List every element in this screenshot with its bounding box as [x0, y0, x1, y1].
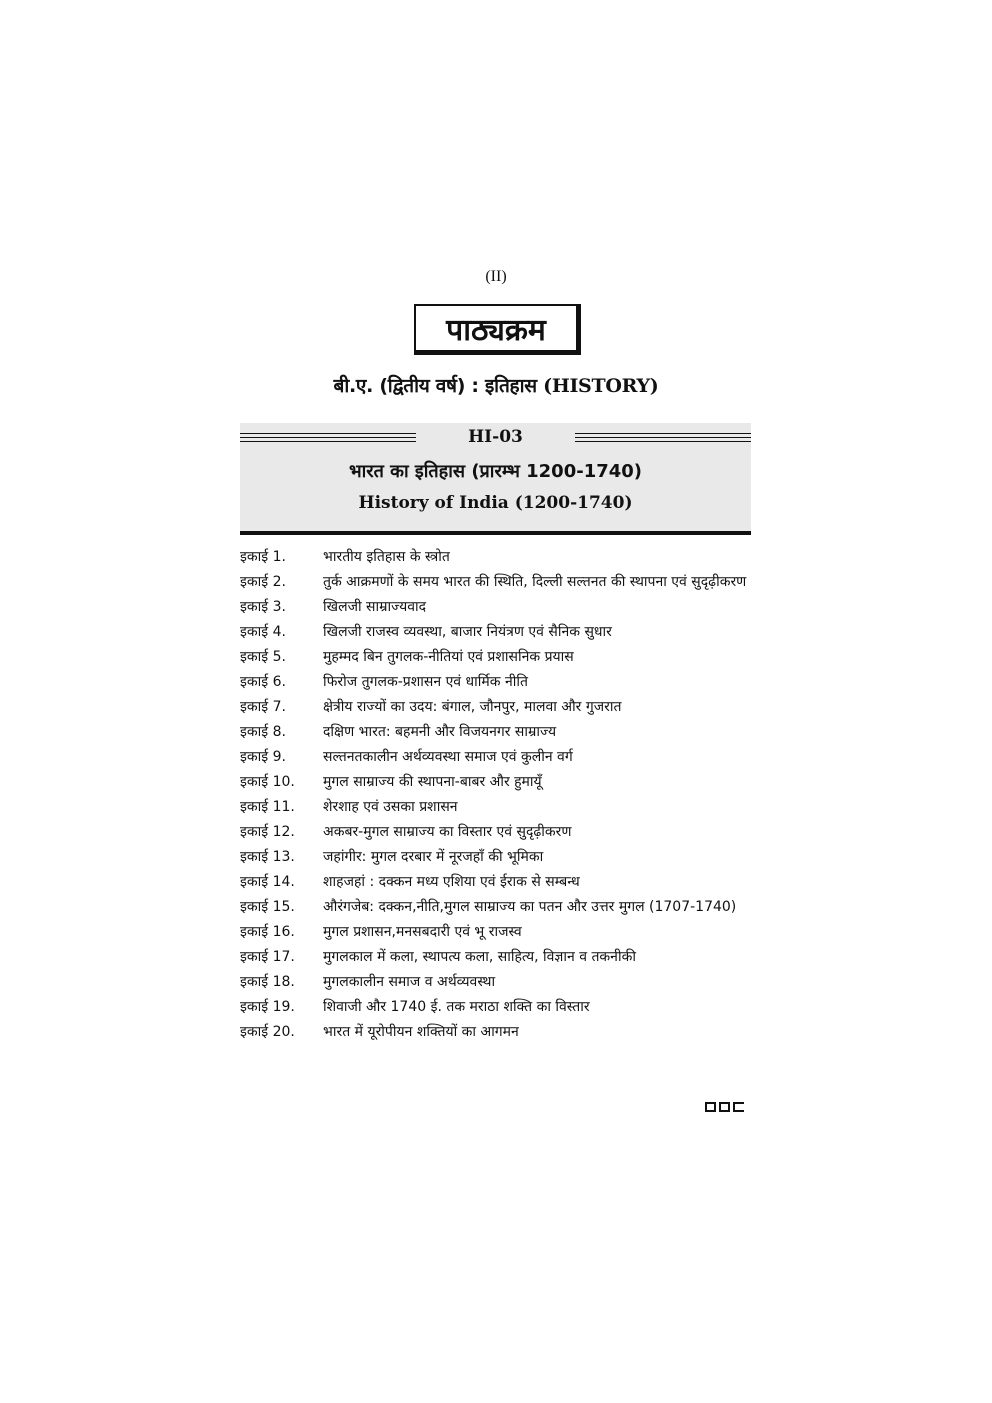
unit-item [240, 920, 760, 945]
unit-number: इकाई 18. [240, 974, 295, 990]
unit-title: मुगल साम्राज्य की स्थापना-बाबर और हुमायूँ [323, 774, 542, 790]
program-subheading [0, 372, 992, 398]
unit-item [240, 870, 760, 895]
unit-item [240, 945, 760, 970]
unit-item [240, 820, 760, 845]
unit-title: खिलजी राजस्व व्यवस्था, बाजार नियंत्रण एवं सैनिक सुधार [323, 624, 612, 640]
unit-number: इकाई 5. [240, 649, 286, 665]
unit-item [240, 545, 760, 570]
unit-number: इकाई 15. [240, 899, 295, 915]
unit-item [240, 995, 760, 1020]
unit-number: इकाई 7. [240, 699, 286, 715]
syllabus-heading: पाठ्यक्रम [414, 304, 581, 355]
unit-number: इकाई 1. [240, 549, 286, 565]
unit-title: दक्षिण भारत: बहमनी और विजयनगर साम्राज्य [323, 724, 557, 740]
unit-list [240, 545, 760, 1045]
unit-number: इकाई 13. [240, 849, 295, 865]
unit-title: मुगलकालीन समाज व अर्थव्यवस्था [323, 974, 496, 990]
unit-title: फिरोज तुगलक-प्रशासन एवं धार्मिक नीति [323, 674, 528, 690]
unit-number: इकाई 12. [240, 824, 295, 840]
unit-item [240, 620, 760, 645]
subheading-english: (HISTORY) [543, 375, 659, 397]
unit-title: मुगलकाल में कला, स्थापत्य कला, साहित्य, विज्ञान व तकनीकी [323, 949, 636, 965]
unit-number: इकाई 11. [240, 799, 295, 815]
course-box [240, 423, 751, 535]
unit-item [240, 1020, 760, 1045]
unit-title: मुहम्मद बिन तुगलक-नीतियां एवं प्रशासनिक प्रयास [323, 649, 574, 665]
unit-title: क्षेत्रीय राज्यों का उदय: बंगाल, जौनपुर, मालवा और गुजरात [323, 699, 622, 715]
unit-title: शाहजहां : दक्कन मध्य एशिया एवं ईराक से सम्बन्ध [323, 874, 580, 890]
unit-title: सल्तनतकालीन अर्थव्यवस्था समाज एवं कुलीन वर्ग [323, 749, 573, 765]
unit-item [240, 720, 760, 745]
end-square-icon [719, 1102, 730, 1112]
unit-number: इकाई 16. [240, 924, 295, 940]
unit-item [240, 770, 760, 795]
unit-title: तुर्क आक्रमणों के समय भारत की स्थिति, दिल्ली सल्तनत की स्थापना एवं सुदृढ़ीकरण [323, 574, 747, 590]
course-code-row [240, 427, 751, 451]
course-code: HI-03 [468, 427, 523, 447]
unit-number: इकाई 20. [240, 1024, 295, 1040]
subheading-hindi: बी.ए. (द्वितीय वर्ष) : इतिहास [333, 375, 537, 397]
unit-number: इकाई 17. [240, 949, 295, 965]
unit-item [240, 695, 760, 720]
unit-item [240, 970, 760, 995]
end-square-icon [705, 1102, 716, 1112]
unit-number: इकाई 4. [240, 624, 286, 640]
course-title-english: History of India (1200-1740) [358, 493, 633, 513]
unit-title: मुगल प्रशासन,मनसबदारी एवं भू राजस्व [323, 924, 522, 940]
right-double-rule [575, 433, 751, 444]
unit-title: औरंगजेब: दक्कन,नीति,मुगल साम्राज्य का पतन और उत्तर मुगल (1707-1740) [323, 899, 737, 915]
unit-title: खिलजी साम्राज्यवाद [323, 599, 427, 615]
unit-item [240, 570, 760, 595]
unit-title: भारतीय इतिहास के स्त्रोत [323, 549, 450, 565]
unit-number: इकाई 8. [240, 724, 286, 740]
unit-item [240, 845, 760, 870]
unit-title: शेरशाह एवं उसका प्रशासन [323, 799, 458, 815]
course-title-hindi: भारत का इतिहास (प्रारम्भ 1200-1740) [348, 461, 643, 482]
unit-item [240, 745, 760, 770]
unit-number: इकाई 14. [240, 874, 295, 890]
unit-item [240, 645, 760, 670]
unit-item [240, 670, 760, 695]
unit-number: इकाई 2. [240, 574, 286, 590]
end-square-icon [733, 1102, 744, 1112]
unit-number: इकाई 9. [240, 749, 286, 765]
unit-item [240, 595, 760, 620]
unit-item [240, 795, 760, 820]
unit-number: इकाई 6. [240, 674, 286, 690]
end-of-section-mark [705, 1102, 744, 1112]
page-number: (II) [485, 268, 507, 285]
unit-number: इकाई 3. [240, 599, 286, 615]
unit-title: अकबर-मुगल साम्राज्य का विस्तार एवं सुदृढ़ीकरण [323, 824, 572, 840]
unit-item [240, 895, 760, 920]
unit-title: जहांगीर: मुगल दरबार में नूरजहाँ की भूमिका [323, 849, 544, 865]
unit-title: शिवाजी और 1740 ई. तक मराठा शक्ति का विस्तार [323, 999, 590, 1015]
unit-number: इकाई 10. [240, 774, 295, 790]
unit-number: इकाई 19. [240, 999, 295, 1015]
unit-title: भारत में यूरोपीयन शक्तियों का आगमन [323, 1024, 519, 1040]
